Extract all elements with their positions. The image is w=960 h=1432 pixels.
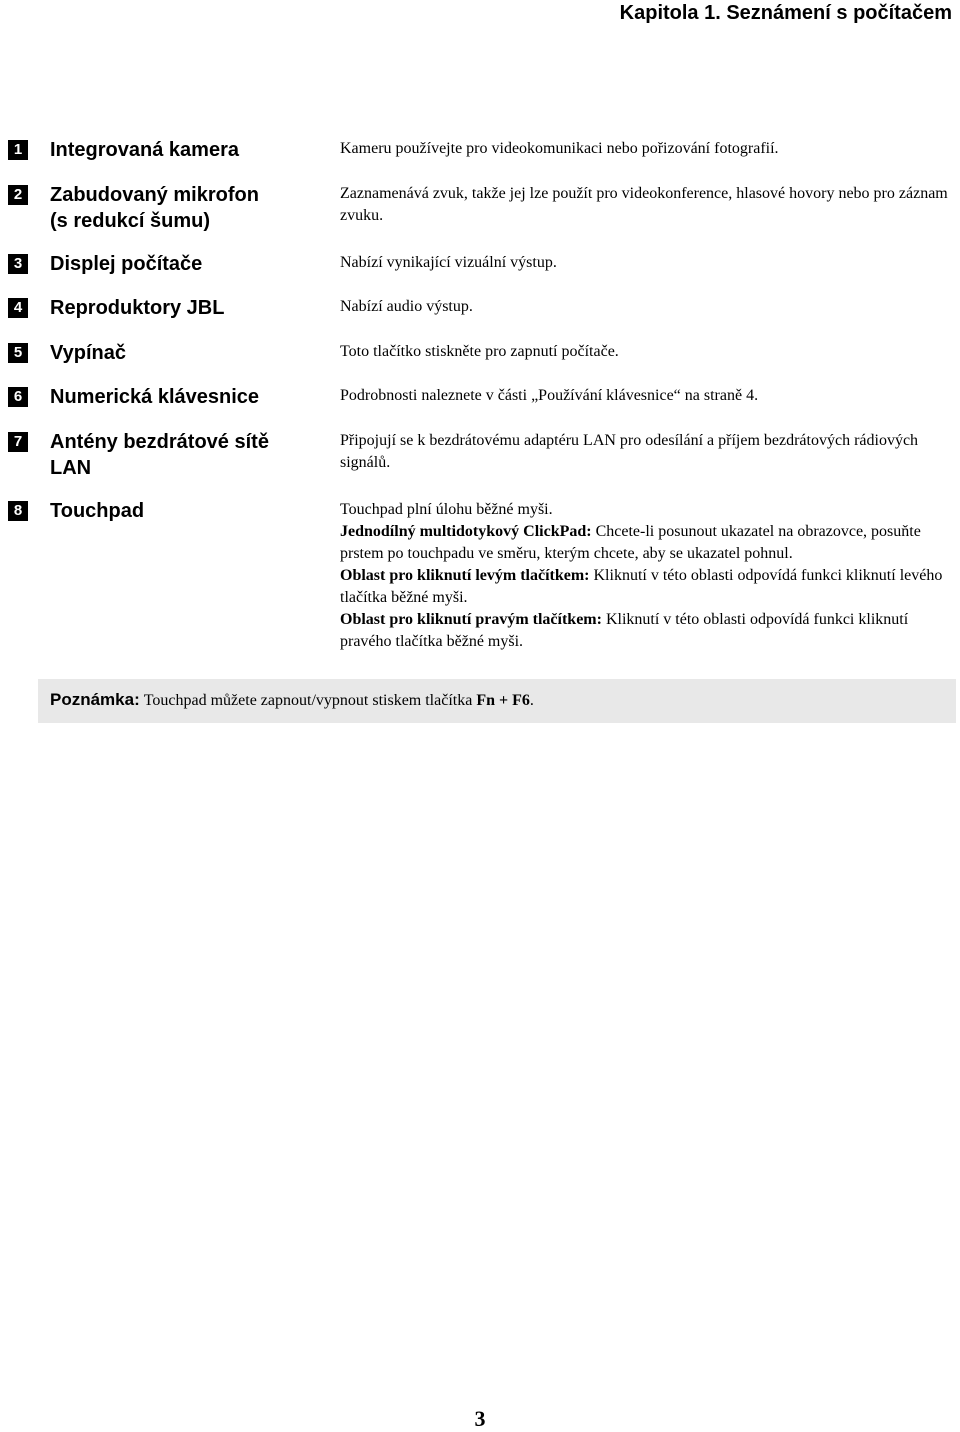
item-number-badge: 4 (8, 298, 28, 318)
list-item (8, 182, 952, 251)
note-text: Touchpad můžete zapnout/vypnout stiskem tlačítka (143, 692, 473, 709)
item-description: Zaznamenává zvuk, takže jej lze použít pro videokonference, hlasové hovory nebo pro záznam zvuku. (340, 185, 948, 224)
item-number-badge: 3 (8, 254, 28, 274)
item-description: Připojují se k bezdrátovému adaptéru LAN pro odesílání a příjem bezdrátových rádiových signálů. (340, 432, 919, 471)
list-item (8, 340, 952, 384)
item-description: Touchpad plní úlohu běžné myši. Jednodílný multidotykový ClickPad: Chcete-li posunout ukazatel na obrazovce, posuňte prstem po touchpadu ve směru, kterým chcete, aby se ukazatel pohnul. Oblast pro kliknutí levým tlačítkem: Kliknutí v této oblasti odpovídá funkci kliknutí levého tlačítka běžné myši. Oblast pro kliknutí pravým tlačítkem: Kliknutí v této oblasti odpovídá funkci kliknutí pravého tlačítka běžné myši. (340, 498, 952, 653)
item-description: Nabízí audio výstup. (340, 298, 473, 315)
touchpad-feature: Oblast pro kliknutí levým tlačítkem: Kliknutí v této oblasti odpovídá funkci kliknutí levého tlačítka běžné myši. (340, 567, 943, 606)
item-title: Touchpad (50, 500, 145, 522)
item-title: Vypínač (50, 342, 126, 364)
item-description: Kameru používejte pro videokomunikaci nebo pořizování fotografií. (340, 140, 779, 157)
item-number-badge: 8 (8, 501, 28, 521)
item-description: Podrobnosti naleznete v části „Používání klávesnice“ na straně 4. (340, 387, 759, 404)
component-list (8, 137, 952, 653)
list-item (8, 384, 952, 429)
item-title: Reproduktory JBL (50, 297, 225, 319)
page-number: 3 (474, 1406, 486, 1431)
list-item (8, 251, 952, 295)
item-number-badge: 2 (8, 185, 28, 205)
item-title: Numerická klávesnice (50, 386, 260, 408)
list-item (8, 429, 952, 498)
list-item (8, 137, 952, 182)
note-label: Poznámka: (50, 690, 140, 709)
item-number-badge: 1 (8, 140, 28, 160)
item-title: Displej počítače (50, 253, 203, 275)
item-title: Zabudovaný mikrofon (s redukcí šumu) (50, 184, 259, 232)
item-number-badge: 6 (8, 387, 28, 407)
note-box (38, 679, 956, 723)
note-key-combo: Fn + F6 (476, 692, 530, 709)
item-number-badge: 5 (8, 343, 28, 363)
item-number-badge: 7 (8, 432, 28, 452)
touchpad-feature: Jednodílný multidotykový ClickPad: Chcete-li posunout ukazatel na obrazovce, posuňte prstem po touchpadu ve směru, kterým chcete, aby se ukazatel pohnul. (340, 523, 921, 562)
chapter-title: Kapitola 1. Seznámení s počítačem (619, 2, 952, 24)
item-description: Nabízí vynikající vizuální výstup. (340, 254, 557, 271)
list-item (8, 498, 952, 653)
touchpad-feature: Oblast pro kliknutí pravým tlačítkem: Kliknutí v této oblasti odpovídá funkci kliknutí pravého tlačítka běžné myši. (340, 611, 909, 650)
list-item (8, 295, 952, 340)
item-title: Integrovaná kamera (50, 139, 239, 161)
item-title: Antény bezdrátové sítě LAN (50, 431, 269, 479)
note-end: . (529, 692, 534, 709)
item-description: Toto tlačítko stiskněte pro zapnutí počítače. (340, 343, 619, 360)
